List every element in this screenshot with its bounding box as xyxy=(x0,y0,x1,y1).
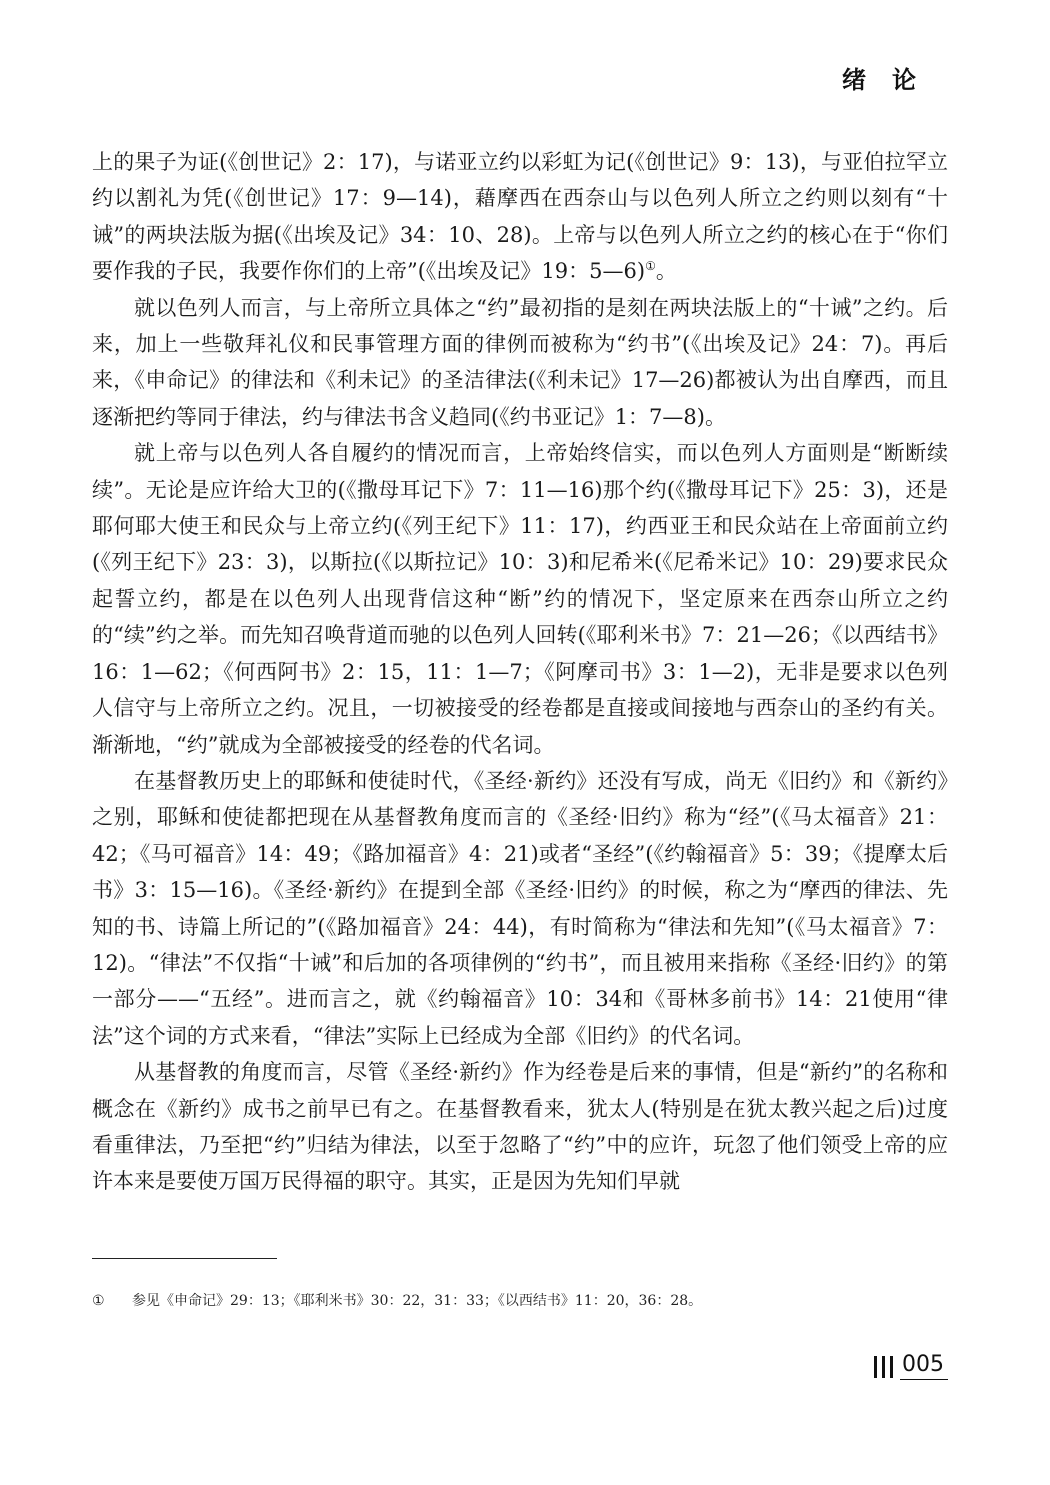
paragraph-text: 上的果子为证(《创世记》2：17)，与诺亚立约以彩虹为记(《创世记》9：13)，与亚伯拉罕立约以割礼为凭(《创世记》17：9—14)，藉摩西在西奈山与以色列人所立之约则以刻有“十诫”的两块法版为据(《出埃及记》34：10、28)。上帝与以色列人所立之约的核心在于“你们要作我的子民，我要作你们的上帝”(《出埃及记》19：5—6) xyxy=(92,150,948,284)
folio-bars-ornament xyxy=(874,1354,898,1379)
body-text xyxy=(92,144,948,1200)
footnote-text: 参见《申命记》29：13；《耶利米书》30：22，31：33；《以西结书》11：20，36：28。 xyxy=(132,1293,703,1309)
paragraph-2: 就以色列人而言，与上帝所立具体之“约”最初指的是刻在两块法版上的“十诫”之约。后来，加上一些敬拜礼仪和民事管理方面的律例而被称为“约书”(《出埃及记》24：7)。再后来，《申命记》的律法和《利未记》的圣洁律法(《利未记》17—26)都被认为出自摩西，而且逐渐把约等同于律法，约与律法书含义趋同(《约书亚记》1：7—8)。 xyxy=(92,295,948,429)
footnote xyxy=(92,1290,702,1310)
paragraph-1 xyxy=(92,144,948,290)
footnote-mark: ① xyxy=(92,1293,105,1309)
paragraph-3: 就上帝与以色列人各自履约的情况而言，上帝始终信实，而以色列人方面则是“断断续续”。无论是应许给大卫的(《撒母耳记下》7：11—16)那个约(《撒母耳记下》25：3)，还是耶何耶大使王和民众与上帝立约(《列王纪下》11：17)，约西亚王和民众站在上帝面前立约(《列王纪下》23：3)，以斯拉(《以斯拉记》10：3)和尼希米(《尼希米记》10：29)要求民众起誓立约，都是在以色列人出现背信这种“断”约的情况下，坚定原来在西奈山所立之约的“续”约之举。而先知召唤背道而驰的以色列人回转(《耶利米书》7：21—26；《以西结书》16：1—62；《何西阿书》2：15，11：1—7；《阿摩司书》3：1—2)，无非是要求以色列人信守与上帝所立之约。况且，一切被接受的经卷都是直接或间接地与西奈山的圣约有关。渐渐地，“约”就成为全部被接受的经卷的代名词。 xyxy=(92,441,948,757)
footnote-reference[interactable]: ① xyxy=(645,259,656,274)
footnote-divider xyxy=(92,1258,277,1259)
page-number-block xyxy=(874,1352,948,1380)
paragraph-5: 从基督教的角度而言，尽管《圣经·新约》作为经卷是后来的事情，但是“新约”的名称和概念在《新约》成书之前早已有之。在基督教看来，犹太人(特别是在犹太教兴起之后)过度看重律法，乃至把“约”归结为律法，以至于忽略了“约”中的应许，玩忽了他们领受上帝的应许本来是要使万国万民得福的职守。其实，正是因为先知们早就 xyxy=(92,1060,948,1194)
paragraph-4: 在基督教历史上的耶稣和使徒时代，《圣经·新约》还没有写成，尚无《旧约》和《新约》之别，耶稣和使徒都把现在从基督教角度而言的《圣经·旧约》称为“经”(《马太福音》21：42；《马可福音》14：49；《路加福音》4：21)或者“圣经”(《约翰福音》5：39；《提摩太后书》3：15—16)。《圣经·新约》在提到全部《圣经·旧约》的时候，称之为“摩西的律法、先知的书、诗篇上所记的”(《路加福音》24：44)，有时简称为“律法和先知”(《马太福音》7：12)。“律法”不仅指“十诫”和后加的各项律例的“约书”，而且被用来指称《圣经·旧约》的第一部分——“五经”。进而言之，就《约翰福音》10：34和《哥林多前书》14：21使用“律法”这个词的方式来看，“律法”实际上已经成为全部《旧约》的代名词。 xyxy=(92,768,948,1048)
running-head: 绪论 xyxy=(842,66,942,94)
page-number: 005 xyxy=(900,1352,948,1380)
paragraph-text-tail: 。 xyxy=(655,259,677,284)
